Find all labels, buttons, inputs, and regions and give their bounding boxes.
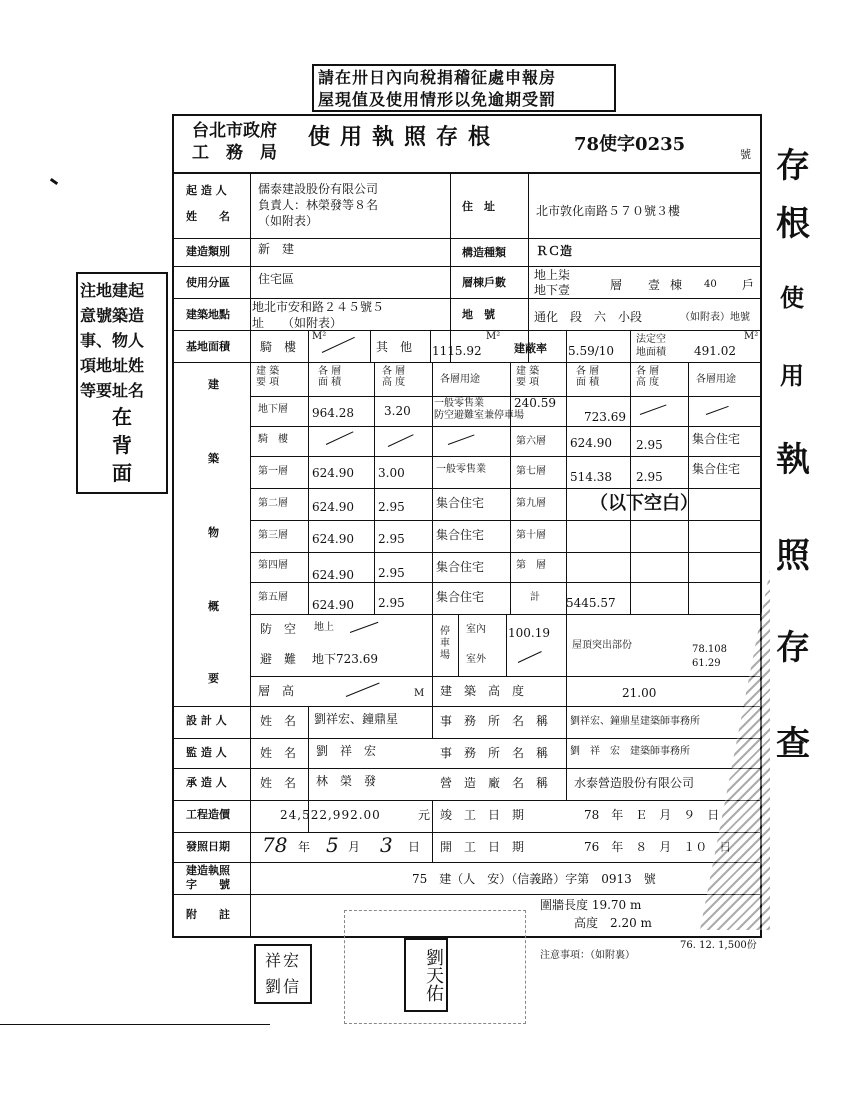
floor-height: 3.20 [384,404,411,418]
floor-height: 2.95 [378,532,405,546]
speck-mark [50,178,58,185]
floor-area: 964.28 [312,406,354,420]
floor-use-2: 防空避難室兼停車場 [434,410,524,421]
area-label: 基地面積 [186,340,230,353]
remark-label: 附 註 [186,908,230,921]
section-char: 物 [208,526,219,539]
floor-use: 集合住宅 [692,462,741,476]
floor-label: 第五層 [258,592,288,603]
floor-height: 2.95 [378,566,405,580]
floor-use: 集合住宅 [436,590,485,604]
supervisor-label: 監 造 人 [186,746,227,759]
cost-value: 24,522,992.00 [280,808,381,822]
permit-label-1: 建造執照 [186,864,230,877]
designer-office: 劉祥宏、鐘鼎星建築師事務所 [570,716,700,727]
units-below: 地下壹 [534,283,571,297]
units-label: 層棟戶數 [462,276,506,289]
margin-char: 使 [780,283,804,312]
floor-height: 2.95 [636,438,663,452]
floor-height-label: 層 高 [258,684,295,698]
permit-number-suffix: 號 [740,148,751,161]
supervisor-name-label: 姓 名 [260,746,297,760]
floor-height: 2.95 [378,596,405,610]
floor-height: 2.95 [636,470,663,484]
basement-area-1: 240.59 [514,396,556,410]
tax-notice-stamp [312,64,616,112]
margin-char: 存 [776,628,810,668]
margin-char: 照 [776,536,810,576]
issue-year: 78 [262,833,288,857]
side-note-line: 項地址姓 [80,356,145,375]
builder-label-1: 起 造 人 [186,184,227,197]
col-height-header-r: 各 層 高 度 [636,366,660,388]
site-label: 建築地點 [186,308,230,321]
issue-day-label: 日 [408,840,421,854]
area-other-value: 1115.92 [432,344,482,358]
seal-text: 劉天佑 [423,948,444,1002]
floor-label: 第二層 [258,498,288,509]
floor-label: 第四層 [258,560,288,571]
lot-section: 通化 段 六 小段 [534,310,643,324]
side-note-box [76,272,168,494]
floor-height: 3.00 [378,466,405,480]
permit-value: 75 建（人 安）（信義路）字第 0913 號 [412,872,656,886]
col-use-header-r: 各層用途 [696,374,736,385]
area-arcade-label: 騎 樓 [260,340,297,354]
designer-name-label: 姓 名 [260,714,297,728]
floor-label: 騎 樓 [258,434,288,445]
col-use-header: 各層用途 [440,374,480,385]
margin-char: 執 [776,440,810,480]
margin-char: 用 [780,361,804,390]
open-area-value: 491.02 [694,344,736,358]
open-area-unit: M² [744,331,759,342]
floor-use: 一般零售業 [436,464,486,475]
side-note-line: 等要址名 [80,381,145,400]
total-label: 計 [530,592,540,603]
form-title: 使用執照存根 [308,124,501,150]
floor-use: 集合住宅 [436,528,485,542]
unit-m2: M² [312,331,327,342]
supervisor-name: 劉 祥 宏 [316,744,377,758]
floor-use: 集合住宅 [436,496,485,510]
contractor-name-label: 姓 名 [260,776,297,790]
building-height-value: 21.00 [622,686,657,700]
roof-label: 屋頂突出部份 [572,640,632,651]
category-label: 建造類別 [186,245,230,258]
tax-notice-line2: 屋現值及使用情形以免逾期受罰 [318,90,557,109]
designer-name: 劉祥宏、鐘鼎星 [314,712,399,726]
contractor-office: 水泰營造股份有限公司 [574,776,695,790]
units-household-label: 戶 [742,278,755,292]
floor-label: 第七層 [516,466,546,477]
total-area: 5445.57 [566,596,616,610]
site-address: 地北市安和路２４５號５ [252,300,385,314]
agency-name-2: 工 務 局 [192,143,277,163]
address-value: 北市敦化南路５７０號３樓 [536,204,681,218]
section-char: 要 [208,672,219,685]
col-floor-header-r: 建 築 要 項 [516,366,540,388]
remark-wall-height: 高度 2.20 m [574,916,652,930]
units-floor-label: 層 [610,278,623,292]
finish-date-label: 竣 工 日 期 [440,808,525,822]
col-area-header: 各 層 面 積 [318,366,342,388]
address-label: 住 址 [462,200,495,213]
floor-height: 2.95 [378,500,405,514]
floor-area: 624.90 [312,466,354,480]
form-header [174,116,760,174]
cost-unit: 元 [418,808,431,822]
side-note-line: 注地建起 [80,281,145,300]
area-other-label: 其 他 [376,340,413,354]
builder-name: 儒泰建設股份有限公司 [258,182,379,196]
section-char: 築 [208,452,219,465]
contractor-label: 承 造 人 [186,776,227,789]
floor-label: 第一層 [258,466,288,477]
lot-label: 地 號 [462,308,495,321]
coverage-value: 5.59/10 [568,344,615,358]
side-note-tail: 背 [112,433,132,457]
supervisor-office-label: 事 務 所 名 稱 [440,746,549,760]
faint-signature-area [344,910,526,1024]
issue-month-label: 月 [348,840,361,854]
issue-month: 5 [326,833,339,857]
structure-label: 構造種類 [462,246,506,259]
side-note-line: 意號築造 [80,306,145,325]
floor-area: 624.90 [312,500,354,514]
builder-attach: （如附表） [258,214,319,228]
units-household-count: 40 [704,279,717,290]
zone-value: 住宅區 [258,272,295,286]
site-address-attach: 址 （如附表） [252,316,343,330]
issue-day: 3 [380,833,393,857]
agency-name-1: 台北市政府 [192,121,277,141]
permit-number: 78使字0235 [574,134,686,155]
print-code: 76. 12. 1,500份 [680,940,757,951]
contractor-maker-label: 營 造 廠 名 稱 [440,776,549,790]
remark-wall-length: 圍牆長度 19.70 m [540,898,642,912]
section-char: 建 [208,378,219,391]
builder-rep: 負責人：林榮發等８名 [258,198,379,212]
unit-m: M [414,688,425,699]
margin-char: 查 [776,724,810,764]
side-note-line: 事、物人 [80,331,145,350]
floor-use: 集合住宅 [436,560,485,574]
floor-area: 624.90 [312,568,354,582]
permit-label-2: 字 號 [186,878,230,891]
open-area-label-2: 地面積 [636,347,666,358]
roof-value-2: 61.29 [692,658,721,669]
parking-indoor-label: 室內 [466,624,486,635]
zone-label: 使用分區 [186,276,230,289]
bottom-rule [0,1024,270,1025]
floor-label: 第九層 [516,498,546,509]
floor-area: 624.90 [312,598,354,612]
floor-area: 514.38 [570,470,612,484]
roof-value-1: 78.108 [692,644,727,655]
col-floor-header: 建 築 要 項 [256,366,280,388]
floor-area: 624.90 [570,436,612,450]
shelter-label: 防 空 [260,622,297,636]
col-height-header: 各 層 高 度 [382,366,406,388]
floor-area: 624.90 [312,532,354,546]
designer-office-label: 事 務 所 名 稱 [440,714,549,728]
start-date: 76 年 ８ 月 １０ 日 [584,840,732,854]
margin-char: 存 [776,146,810,186]
shelter-below: 地下723.69 [312,652,378,666]
units-bldg-count: 壹 [648,278,661,292]
area-other-unit: M² [486,331,501,342]
start-date-label: 開 工 日 期 [440,840,525,854]
floor-use: 集合住宅 [692,432,741,446]
lot-attach: （如附表）地號 [680,312,750,323]
tax-notice-line1: 請在卅日內向稅捐稽征處申報房 [318,68,557,87]
floor-label: 第 層 [516,560,546,571]
section-char: 概 [208,600,219,613]
col-area-header-r: 各 層 面 積 [576,366,600,388]
finish-date: 78 年 Ｅ 月 ９ 日 [584,808,720,822]
floor-label: 地下層 [258,404,288,415]
side-note-tail: 在 [112,405,132,429]
designer-label: 設 計 人 [186,714,227,727]
seal-text: 祥宏劉信 [264,951,301,996]
supervisor-office: 劉 祥 宏 建築師事務所 [570,746,690,757]
issue-date-label: 發照日期 [186,840,230,853]
floor-label: 第六層 [516,436,546,447]
issue-year-label: 年 [298,840,311,854]
units-bldg-label: 棟 [670,278,683,292]
units-above: 地上柒 [534,268,571,282]
parking-outdoor-label: 室外 [466,654,486,665]
shelter-above: 地上 [314,622,334,633]
notice-text: 注意事項：（如附裏） [540,950,635,961]
shelter-label-2: 避 難 [260,652,297,666]
parking-label: 停車場 [440,626,450,661]
cost-label: 工程造價 [186,808,230,821]
coverage-label: 建蔽率 [514,342,547,355]
margin-char: 根 [776,204,810,244]
contractor-name: 林 榮 發 [316,774,377,788]
seal-stamp-left [254,944,312,1004]
floor-label: 第十層 [516,530,546,541]
builder-label-2: 姓 名 [186,210,230,223]
floor-label: 第三層 [258,530,288,541]
parking-indoor-value: 100.19 [508,626,550,640]
side-note-tail: 面 [112,461,132,485]
floor-use: 一般零售業 [434,398,484,409]
building-height-label: 建 築 高 度 [440,684,525,698]
structure-value: ＲＣ造 [536,244,573,258]
category-value: 新 建 [258,242,295,256]
blank-below-note: （以下空白） [590,493,698,514]
open-area-label-1: 法定空 [636,334,666,345]
basement-area-2: 723.69 [584,410,626,424]
